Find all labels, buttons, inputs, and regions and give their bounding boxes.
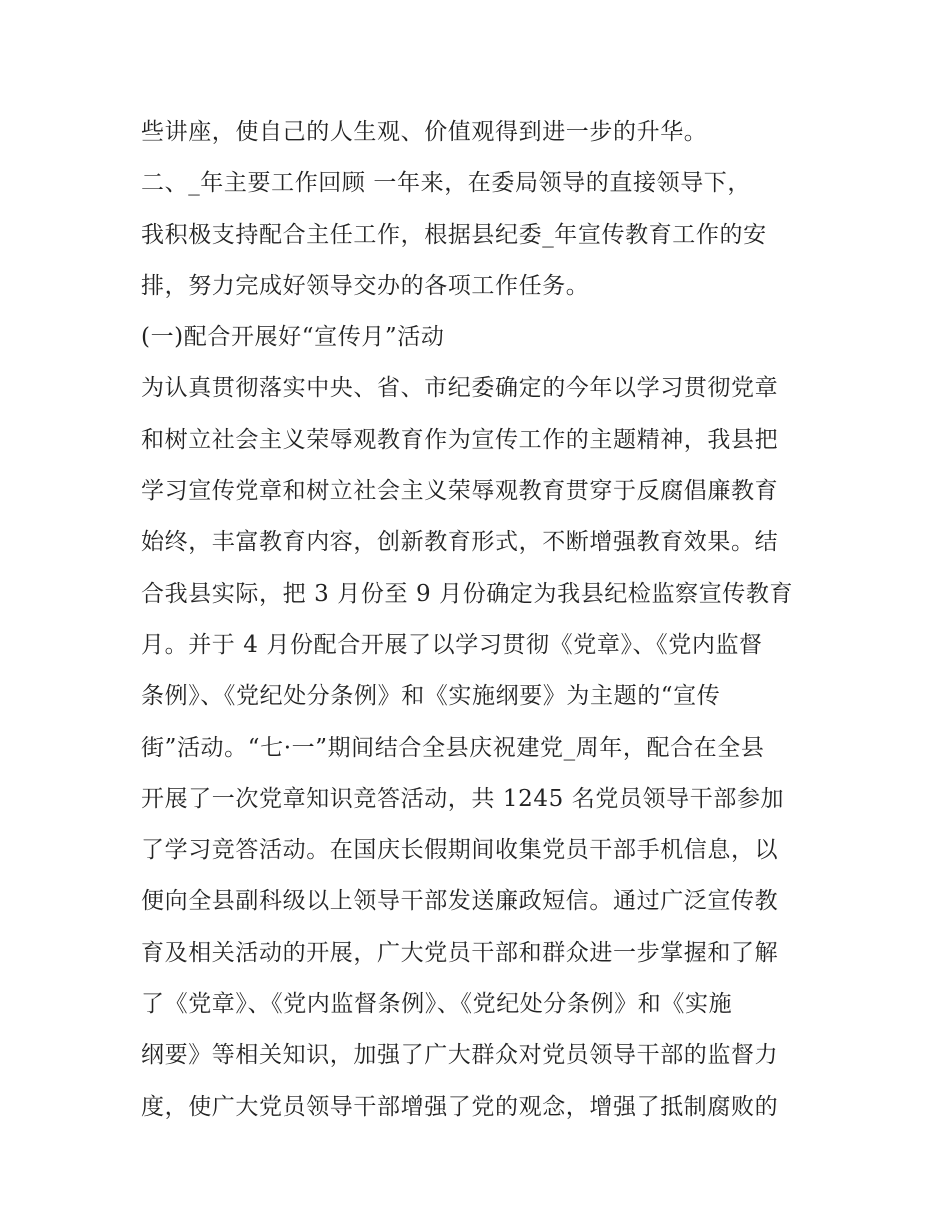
text-line-9: 始终，丰富教育内容，创新教育形式，不断增强教育效果。结 [141,529,779,556]
text-line-14: 开展了一次党章知识竞答活动，共 1245 名党员领导干部参加 [141,785,785,812]
text-line-11: 月。并于 4 月份配合开展了以学习贯彻《党章》、《党内监督 [141,631,763,658]
document-body [141,110,821,1136]
text-line-2: 二、_年主要工作回顾 一年来，在委局领导的直接领导下， [141,170,752,197]
text-line-10: 合我县实际，把 3 月份至 9 月份确定为我县纪检监察宣传教育 [141,580,794,607]
text-line-17: 育及相关活动的开展，广大党员干部和群众进一步掌握和了解 [141,939,779,966]
text-line-15: 了学习竞答活动。在国庆长假期间收集党员干部手机信息，以 [141,837,779,864]
text-line-19: 纲要》等相关知识，加强了广大群众对党员领导干部的监督力 [141,1042,779,1069]
text-line-20: 度，使广大党员领导干部增强了党的观念，增强了抵制腐败的 [141,1093,779,1120]
text-line-13: 街”活动。“七·一”期间结合全县庆祝建党_周年，配合在全县 [141,734,765,761]
text-line-12: 条例》、《党纪处分条例》和《实施纲要》为主题的“宣传 [141,683,721,710]
text-line-16: 便向全县副科级以上领导干部发送廉政短信。通过广泛宣传教 [141,888,779,915]
text-line-7: 和树立社会主义荣辱观教育作为宣传工作的主题精神，我县把 [141,426,779,453]
text-line-1: 些讲座，使自己的人生观、价值观得到进一步的升华。 [141,119,708,145]
text-line-8: 学习宣传党章和树立社会主义荣辱观教育贯穿于反腐倡廉教育 [141,478,779,505]
text-line-4: 排，努力完成好领导交办的各项工作任务。 [141,272,590,299]
text-line-3: 我积极支持配合主任工作，根据县纪委_年宣传教育工作的安 [141,221,767,248]
section-heading: (一)配合开展好“宣传月”活动 [141,324,445,351]
text-line-18: 了《党章》、《党内监督条例》、《党纪处分条例》和《实施 [141,991,733,1018]
text-line-6: 为认真贯彻落实中央、省、市纪委确定的今年以学习贯彻党章 [141,375,779,402]
